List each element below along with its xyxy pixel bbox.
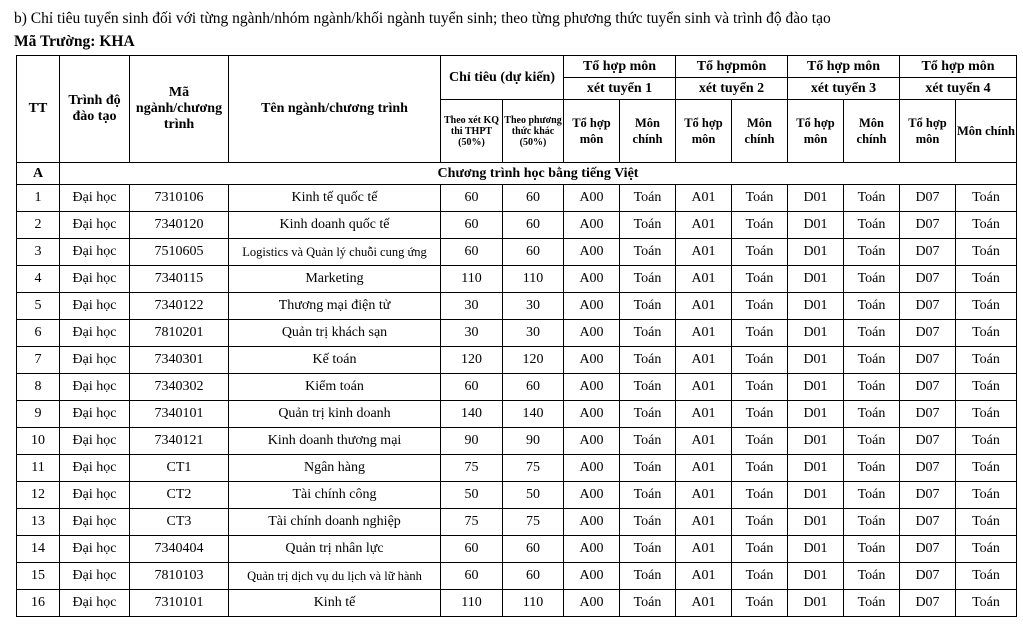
main-subject4-cell: Toán — [956, 482, 1017, 509]
header-combo1-main: Môn chính — [620, 100, 676, 163]
level-cell: Đại học — [60, 455, 130, 482]
level-cell: Đại học — [60, 428, 130, 455]
main-subject2-cell: Toán — [732, 482, 788, 509]
combo2-cell: A01 — [676, 185, 732, 212]
main-subject1-cell: Toán — [620, 185, 676, 212]
main-subject4-cell: Toán — [956, 374, 1017, 401]
section-label: A — [17, 163, 60, 185]
combo1-cell: A00 — [564, 590, 620, 617]
combo4-cell: D07 — [900, 590, 956, 617]
row-number: 2 — [17, 212, 60, 239]
quota-thpt-cell: 110 — [441, 266, 503, 293]
combo1-cell: A00 — [564, 455, 620, 482]
combo3-cell: D01 — [788, 590, 844, 617]
main-subject3-cell: Toán — [844, 347, 900, 374]
header-quota-other: Theo phương thức khác (50%) — [503, 100, 564, 163]
quota-other-cell: 50 — [503, 482, 564, 509]
combo1-cell: A00 — [564, 401, 620, 428]
quota-thpt-cell: 140 — [441, 401, 503, 428]
combo3-cell: D01 — [788, 455, 844, 482]
main-subject1-cell: Toán — [620, 212, 676, 239]
code-cell: 7340122 — [130, 293, 229, 320]
level-cell: Đại học — [60, 482, 130, 509]
quota-thpt-cell: 60 — [441, 239, 503, 266]
combo3-cell: D01 — [788, 563, 844, 590]
row-number: 16 — [17, 590, 60, 617]
main-subject3-cell: Toán — [844, 239, 900, 266]
header-combo4-subject: Tổ hợp môn — [900, 100, 956, 163]
main-subject1-cell: Toán — [620, 482, 676, 509]
level-cell: Đại học — [60, 293, 130, 320]
code-cell: 7340404 — [130, 536, 229, 563]
main-subject4-cell: Toán — [956, 239, 1017, 266]
combo3-cell: D01 — [788, 185, 844, 212]
code-cell: 7340115 — [130, 266, 229, 293]
main-subject3-cell: Toán — [844, 320, 900, 347]
combo2-cell: A01 — [676, 509, 732, 536]
combo3-cell: D01 — [788, 509, 844, 536]
main-subject4-cell: Toán — [956, 293, 1017, 320]
combo2-cell: A01 — [676, 536, 732, 563]
main-subject1-cell: Toán — [620, 347, 676, 374]
quota-other-cell: 75 — [503, 455, 564, 482]
main-subject2-cell: Toán — [732, 563, 788, 590]
combo2-cell: A01 — [676, 455, 732, 482]
main-subject1-cell: Toán — [620, 293, 676, 320]
main-subject3-cell: Toán — [844, 185, 900, 212]
combo2-cell: A01 — [676, 401, 732, 428]
header-name: Tên ngành/chương trình — [229, 56, 441, 163]
combo2-cell: A01 — [676, 212, 732, 239]
program-name: Ngân hàng — [229, 455, 441, 482]
admission-quota-table — [16, 55, 1017, 617]
combo3-cell: D01 — [788, 266, 844, 293]
table-row — [17, 347, 1017, 374]
level-cell: Đại học — [60, 401, 130, 428]
table-row — [17, 185, 1017, 212]
program-name: Quản trị kinh doanh — [229, 401, 441, 428]
main-subject2-cell: Toán — [732, 401, 788, 428]
main-subject1-cell: Toán — [620, 455, 676, 482]
combo1-cell: A00 — [564, 563, 620, 590]
quota-other-cell: 60 — [503, 239, 564, 266]
main-subject1-cell: Toán — [620, 536, 676, 563]
quota-thpt-cell: 75 — [441, 455, 503, 482]
combo4-cell: D07 — [900, 320, 956, 347]
program-name: Quản trị nhân lực — [229, 536, 441, 563]
combo1-cell: A00 — [564, 293, 620, 320]
combo3-cell: D01 — [788, 347, 844, 374]
quota-other-cell: 110 — [503, 266, 564, 293]
main-subject1-cell: Toán — [620, 563, 676, 590]
row-number: 7 — [17, 347, 60, 374]
main-subject2-cell: Toán — [732, 509, 788, 536]
quota-thpt-cell: 90 — [441, 428, 503, 455]
combo2-cell: A01 — [676, 347, 732, 374]
table-row — [17, 509, 1017, 536]
table-row — [17, 590, 1017, 617]
code-cell: CT1 — [130, 455, 229, 482]
main-subject1-cell: Toán — [620, 239, 676, 266]
header-quota: Chỉ tiêu (dự kiến) — [441, 56, 564, 100]
header-combo2-subject: Tổ hợp môn — [676, 100, 732, 163]
quota-other-cell: 60 — [503, 374, 564, 401]
table-row — [17, 293, 1017, 320]
header-combo3-bottom: xét tuyển 3 — [788, 78, 900, 100]
section-row — [17, 163, 1017, 185]
level-cell: Đại học — [60, 563, 130, 590]
header-combo2-main: Môn chính — [732, 100, 788, 163]
combo4-cell: D07 — [900, 266, 956, 293]
main-subject4-cell: Toán — [956, 590, 1017, 617]
level-cell: Đại học — [60, 536, 130, 563]
table-row — [17, 212, 1017, 239]
table-row — [17, 239, 1017, 266]
main-subject1-cell: Toán — [620, 374, 676, 401]
table-row — [17, 374, 1017, 401]
quota-other-cell: 120 — [503, 347, 564, 374]
main-subject1-cell: Toán — [620, 266, 676, 293]
main-subject3-cell: Toán — [844, 428, 900, 455]
combo4-cell: D07 — [900, 428, 956, 455]
combo4-cell: D07 — [900, 536, 956, 563]
main-subject4-cell: Toán — [956, 266, 1017, 293]
table-row — [17, 266, 1017, 293]
main-subject1-cell: Toán — [620, 320, 676, 347]
row-number: 5 — [17, 293, 60, 320]
main-subject3-cell: Toán — [844, 455, 900, 482]
program-name: Tài chính doanh nghiệp — [229, 509, 441, 536]
combo2-cell: A01 — [676, 374, 732, 401]
table-row — [17, 401, 1017, 428]
combo3-cell: D01 — [788, 293, 844, 320]
row-number: 9 — [17, 401, 60, 428]
combo4-cell: D07 — [900, 239, 956, 266]
main-subject1-cell: Toán — [620, 428, 676, 455]
quota-other-cell: 30 — [503, 293, 564, 320]
combo2-cell: A01 — [676, 239, 732, 266]
combo1-cell: A00 — [564, 185, 620, 212]
main-subject1-cell: Toán — [620, 509, 676, 536]
combo1-cell: A00 — [564, 266, 620, 293]
quota-other-cell: 140 — [503, 401, 564, 428]
combo4-cell: D07 — [900, 563, 956, 590]
row-number: 3 — [17, 239, 60, 266]
combo1-cell: A00 — [564, 374, 620, 401]
header-combo1-top: Tổ hợp môn — [564, 56, 676, 78]
main-subject2-cell: Toán — [732, 374, 788, 401]
code-cell: 7310101 — [130, 590, 229, 617]
combo1-cell: A00 — [564, 509, 620, 536]
program-name: Kinh tế quốc tế — [229, 185, 441, 212]
code-cell: 7340121 — [130, 428, 229, 455]
quota-thpt-cell: 60 — [441, 212, 503, 239]
header-combo3-subject: Tổ hợp môn — [788, 100, 844, 163]
header-combo4-top: Tổ hợp môn — [900, 56, 1017, 78]
main-subject3-cell: Toán — [844, 266, 900, 293]
row-number: 11 — [17, 455, 60, 482]
header-level: Trình độ đào tạo — [60, 56, 130, 163]
header-combo4-main: Môn chính — [956, 100, 1017, 163]
table-row — [17, 482, 1017, 509]
program-name: Kinh doanh quốc tế — [229, 212, 441, 239]
row-number: 14 — [17, 536, 60, 563]
combo4-cell: D07 — [900, 347, 956, 374]
combo2-cell: A01 — [676, 320, 732, 347]
program-name: Kinh doanh thương mại — [229, 428, 441, 455]
combo3-cell: D01 — [788, 374, 844, 401]
quota-thpt-cell: 75 — [441, 509, 503, 536]
main-subject4-cell: Toán — [956, 347, 1017, 374]
quota-thpt-cell: 30 — [441, 293, 503, 320]
main-subject4-cell: Toán — [956, 320, 1017, 347]
combo3-cell: D01 — [788, 401, 844, 428]
section-heading: b) Chỉ tiêu tuyển sinh đối với từng ngành/nhóm ngành/khối ngành tuyển sinh; theo từng phương thức tuyển sinh và trình độ đào tạo — [14, 10, 831, 27]
main-subject3-cell: Toán — [844, 401, 900, 428]
header-combo3-top: Tổ hợp môn — [788, 56, 900, 78]
quota-thpt-cell: 120 — [441, 347, 503, 374]
quota-thpt-cell: 110 — [441, 590, 503, 617]
code-cell: CT2 — [130, 482, 229, 509]
main-subject1-cell: Toán — [620, 401, 676, 428]
quota-other-cell: 30 — [503, 320, 564, 347]
main-subject4-cell: Toán — [956, 212, 1017, 239]
level-cell: Đại học — [60, 509, 130, 536]
table-row — [17, 455, 1017, 482]
combo1-cell: A00 — [564, 212, 620, 239]
combo1-cell: A00 — [564, 347, 620, 374]
code-cell: 7340301 — [130, 347, 229, 374]
combo4-cell: D07 — [900, 293, 956, 320]
quota-thpt-cell: 60 — [441, 536, 503, 563]
main-subject4-cell: Toán — [956, 428, 1017, 455]
main-subject2-cell: Toán — [732, 536, 788, 563]
quota-thpt-cell: 60 — [441, 374, 503, 401]
table-row — [17, 320, 1017, 347]
main-subject2-cell: Toán — [732, 320, 788, 347]
main-subject3-cell: Toán — [844, 563, 900, 590]
combo1-cell: A00 — [564, 320, 620, 347]
quota-thpt-cell: 30 — [441, 320, 503, 347]
combo4-cell: D07 — [900, 374, 956, 401]
combo1-cell: A00 — [564, 239, 620, 266]
main-subject3-cell: Toán — [844, 509, 900, 536]
combo3-cell: D01 — [788, 428, 844, 455]
combo4-cell: D07 — [900, 509, 956, 536]
row-number: 13 — [17, 509, 60, 536]
program-name: Kiểm toán — [229, 374, 441, 401]
level-cell: Đại học — [60, 212, 130, 239]
main-subject2-cell: Toán — [732, 239, 788, 266]
main-subject3-cell: Toán — [844, 293, 900, 320]
program-name: Quản trị khách sạn — [229, 320, 441, 347]
main-subject2-cell: Toán — [732, 590, 788, 617]
main-subject2-cell: Toán — [732, 347, 788, 374]
program-name: Marketing — [229, 266, 441, 293]
combo1-cell: A00 — [564, 428, 620, 455]
quota-thpt-cell: 60 — [441, 563, 503, 590]
combo2-cell: A01 — [676, 266, 732, 293]
combo4-cell: D07 — [900, 455, 956, 482]
code-cell: 7340101 — [130, 401, 229, 428]
code-cell: 7810201 — [130, 320, 229, 347]
combo3-cell: D01 — [788, 320, 844, 347]
quota-other-cell: 60 — [503, 563, 564, 590]
header-combo2-bottom: xét tuyển 2 — [676, 78, 788, 100]
section-title: Chương trình học bằng tiếng Việt — [60, 163, 1017, 185]
header-code: Mã ngành/chương trình — [130, 56, 229, 163]
table-row — [17, 428, 1017, 455]
main-subject4-cell: Toán — [956, 509, 1017, 536]
table-row — [17, 536, 1017, 563]
header-combo2-top: Tổ hợpmôn — [676, 56, 788, 78]
header-combo1-bottom: xét tuyển 1 — [564, 78, 676, 100]
main-subject2-cell: Toán — [732, 185, 788, 212]
row-number: 15 — [17, 563, 60, 590]
quota-thpt-cell: 50 — [441, 482, 503, 509]
combo1-cell: A00 — [564, 482, 620, 509]
level-cell: Đại học — [60, 320, 130, 347]
quota-other-cell: 60 — [503, 536, 564, 563]
quota-other-cell: 60 — [503, 185, 564, 212]
combo3-cell: D01 — [788, 239, 844, 266]
combo4-cell: D07 — [900, 482, 956, 509]
header-combo1-subject: Tổ hợp môn — [564, 100, 620, 163]
level-cell: Đại học — [60, 185, 130, 212]
combo2-cell: A01 — [676, 563, 732, 590]
code-cell: CT3 — [130, 509, 229, 536]
program-name: Kế toán — [229, 347, 441, 374]
combo4-cell: D07 — [900, 401, 956, 428]
combo2-cell: A01 — [676, 428, 732, 455]
combo2-cell: A01 — [676, 482, 732, 509]
combo2-cell: A01 — [676, 590, 732, 617]
quota-thpt-cell: 60 — [441, 185, 503, 212]
combo4-cell: D07 — [900, 185, 956, 212]
header-tt: TT — [17, 56, 60, 163]
combo3-cell: D01 — [788, 482, 844, 509]
code-cell: 7510605 — [130, 239, 229, 266]
combo4-cell: D07 — [900, 212, 956, 239]
code-cell: 7810103 — [130, 563, 229, 590]
school-code: Mã Trường: KHA — [14, 33, 135, 50]
row-number: 8 — [17, 374, 60, 401]
level-cell: Đại học — [60, 266, 130, 293]
combo1-cell: A00 — [564, 536, 620, 563]
quota-other-cell: 90 — [503, 428, 564, 455]
main-subject3-cell: Toán — [844, 590, 900, 617]
main-subject2-cell: Toán — [732, 293, 788, 320]
table-row — [17, 563, 1017, 590]
main-subject2-cell: Toán — [732, 212, 788, 239]
header-combo3-main: Môn chính — [844, 100, 900, 163]
program-name: Kinh tế — [229, 590, 441, 617]
program-name: Quản trị dịch vụ du lịch và lữ hành — [229, 563, 441, 590]
level-cell: Đại học — [60, 239, 130, 266]
program-name: Thương mại điện tử — [229, 293, 441, 320]
main-subject3-cell: Toán — [844, 212, 900, 239]
code-cell: 7340302 — [130, 374, 229, 401]
level-cell: Đại học — [60, 347, 130, 374]
program-name: Logistics và Quản lý chuỗi cung ứng — [229, 239, 441, 266]
main-subject4-cell: Toán — [956, 563, 1017, 590]
main-subject4-cell: Toán — [956, 185, 1017, 212]
program-name: Tài chính công — [229, 482, 441, 509]
quota-other-cell: 60 — [503, 212, 564, 239]
header-combo4-bottom: xét tuyển 4 — [900, 78, 1017, 100]
combo3-cell: D01 — [788, 536, 844, 563]
combo3-cell: D01 — [788, 212, 844, 239]
row-number: 4 — [17, 266, 60, 293]
main-subject3-cell: Toán — [844, 374, 900, 401]
main-subject2-cell: Toán — [732, 455, 788, 482]
row-number: 6 — [17, 320, 60, 347]
quota-other-cell: 110 — [503, 590, 564, 617]
code-cell: 7340120 — [130, 212, 229, 239]
main-subject4-cell: Toán — [956, 536, 1017, 563]
main-subject2-cell: Toán — [732, 266, 788, 293]
main-subject2-cell: Toán — [732, 428, 788, 455]
level-cell: Đại học — [60, 590, 130, 617]
main-subject3-cell: Toán — [844, 536, 900, 563]
header-quota-thpt: Theo xét KQ thi THPT (50%) — [441, 100, 503, 163]
quota-other-cell: 75 — [503, 509, 564, 536]
main-subject3-cell: Toán — [844, 482, 900, 509]
main-subject4-cell: Toán — [956, 455, 1017, 482]
code-cell: 7310106 — [130, 185, 229, 212]
combo2-cell: A01 — [676, 293, 732, 320]
row-number: 12 — [17, 482, 60, 509]
row-number: 1 — [17, 185, 60, 212]
main-subject4-cell: Toán — [956, 401, 1017, 428]
main-subject1-cell: Toán — [620, 590, 676, 617]
level-cell: Đại học — [60, 374, 130, 401]
row-number: 10 — [17, 428, 60, 455]
